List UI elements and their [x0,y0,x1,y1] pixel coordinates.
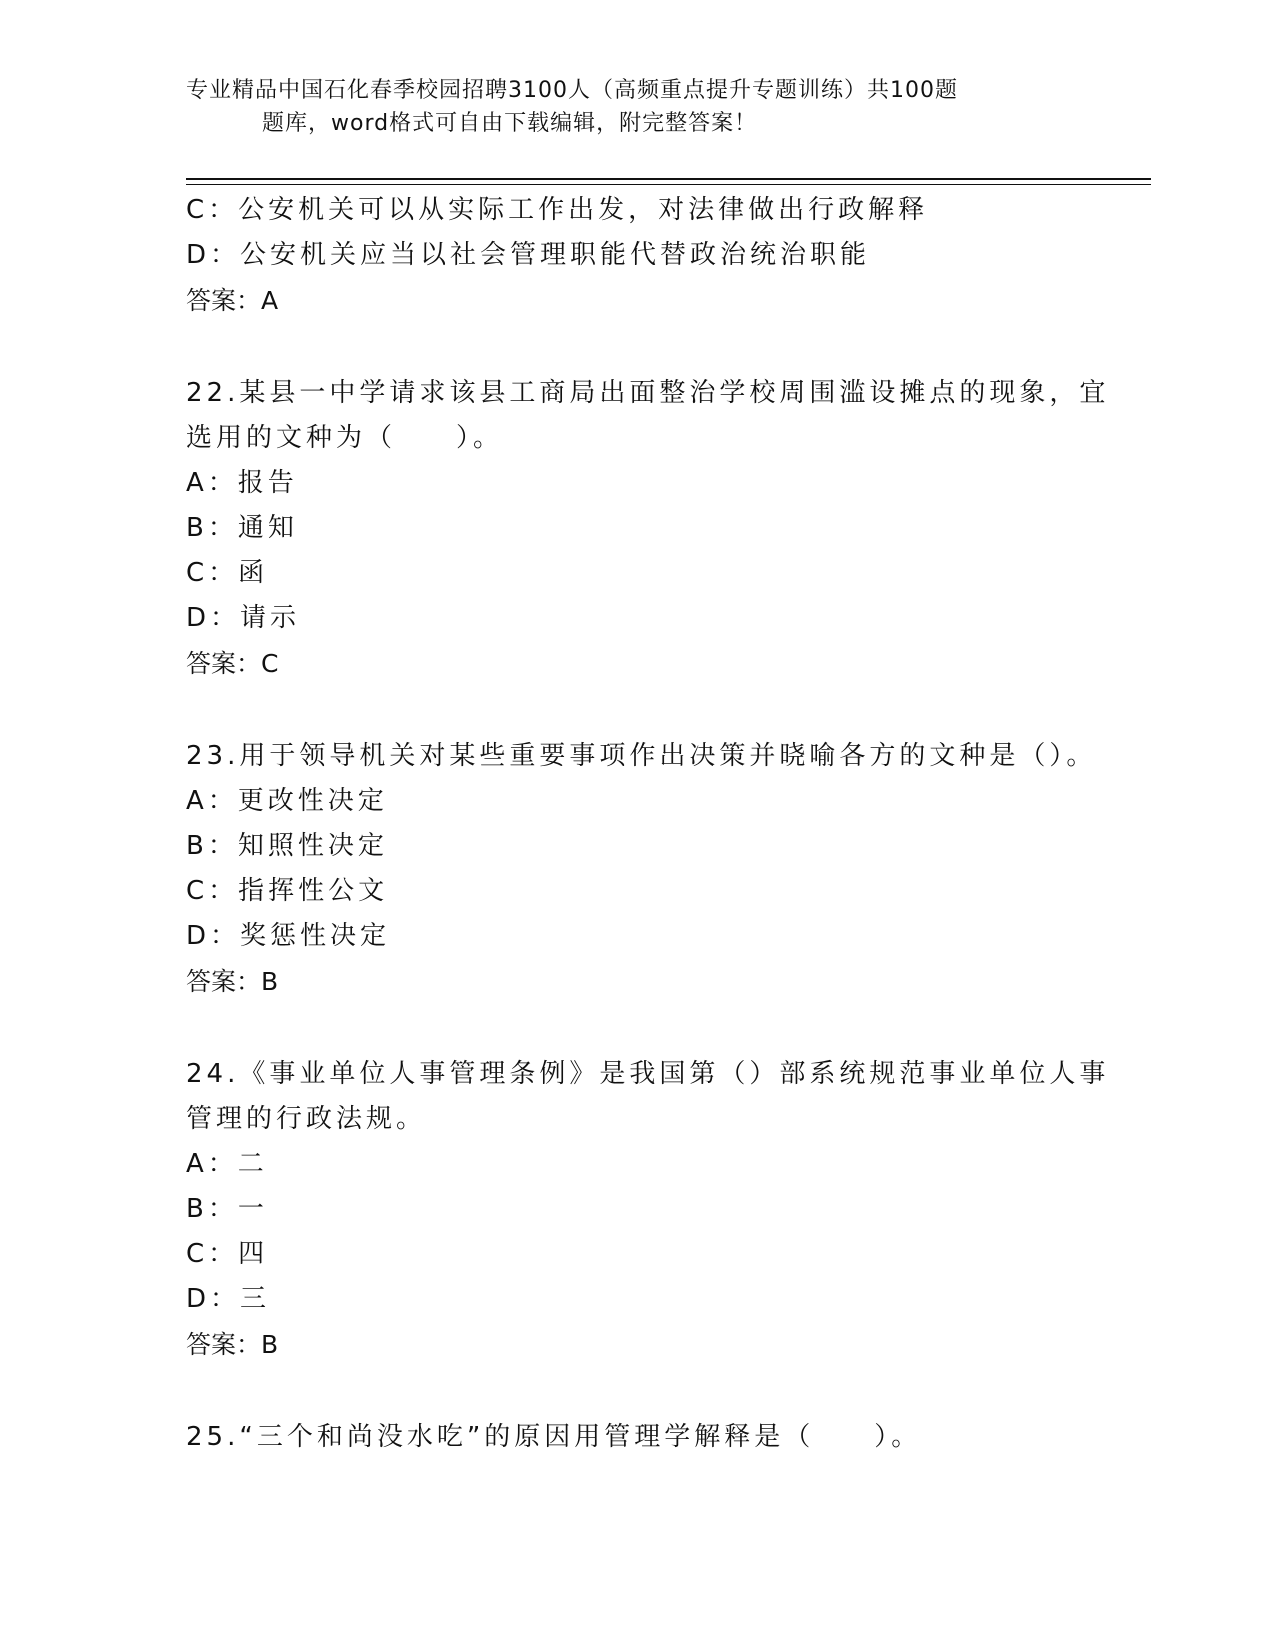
answer: 答案：C [186,649,279,678]
header-title-line-2: 题库，word格式可自由下载编辑，附完整答案！ [262,111,758,136]
question-spacer [186,1004,1086,1052]
header-rule-thin [186,184,1151,185]
option-c: C：四 [186,1239,269,1269]
option-d: D：请示 [186,603,301,633]
option-d: D：奖惩性决定 [186,921,391,951]
question-stem: 22.某县一中学请求该县工商局出面整治学校周围滥设摊点的现象，宜 [186,378,1110,408]
header-title-line-1: 专业精品中国石化春季校园招聘3100人（高频重点提升专题训练）共100题 [186,78,958,103]
question-list [186,188,1110,1460]
question-21-tail [186,188,1086,323]
question-spacer [186,686,1086,734]
question-stem-continued: 管理的行政法规。 [186,1104,427,1134]
option-d: D：公安机关应当以社会管理职能代替政治统治职能 [186,240,871,270]
option-a: A：更改性决定 [186,786,388,816]
question-25 [186,1415,1086,1460]
option-b: B：通知 [186,513,298,543]
question-24 [186,1052,1110,1367]
option-b: B：知照性决定 [186,831,388,861]
question-spacer [186,323,1086,371]
question-23 [186,734,1097,1004]
question-stem: 25.“三个和尚没水吃”的原因用管理学解释是（ ）。 [186,1422,922,1452]
option-c: C：函 [186,558,269,588]
answer: 答案：A [186,286,279,315]
question-spacer [186,1367,1086,1415]
option-c: C：公安机关可以从实际工作出发，对法律做出行政解释 [186,195,929,225]
option-a: A：报告 [186,468,298,498]
question-stem: 23.用于领导机关对某些重要事项作出决策并晓喻各方的文种是（）。 [186,741,1097,771]
question-stem-continued: 选用的文种为（ ）。 [186,423,504,453]
header-rule-thick [186,178,1151,180]
document-header [186,74,1146,140]
answer: 答案：B [186,1330,279,1359]
option-d: D：三 [186,1284,271,1314]
question-stem: 24.《事业单位人事管理条例》是我国第（）部系统规范事业单位人事 [186,1059,1110,1089]
option-c: C：指挥性公文 [186,876,389,906]
option-a: A：二 [186,1149,268,1179]
question-22 [186,371,1110,686]
option-b: B：一 [186,1194,268,1224]
answer: 答案：B [186,967,279,996]
